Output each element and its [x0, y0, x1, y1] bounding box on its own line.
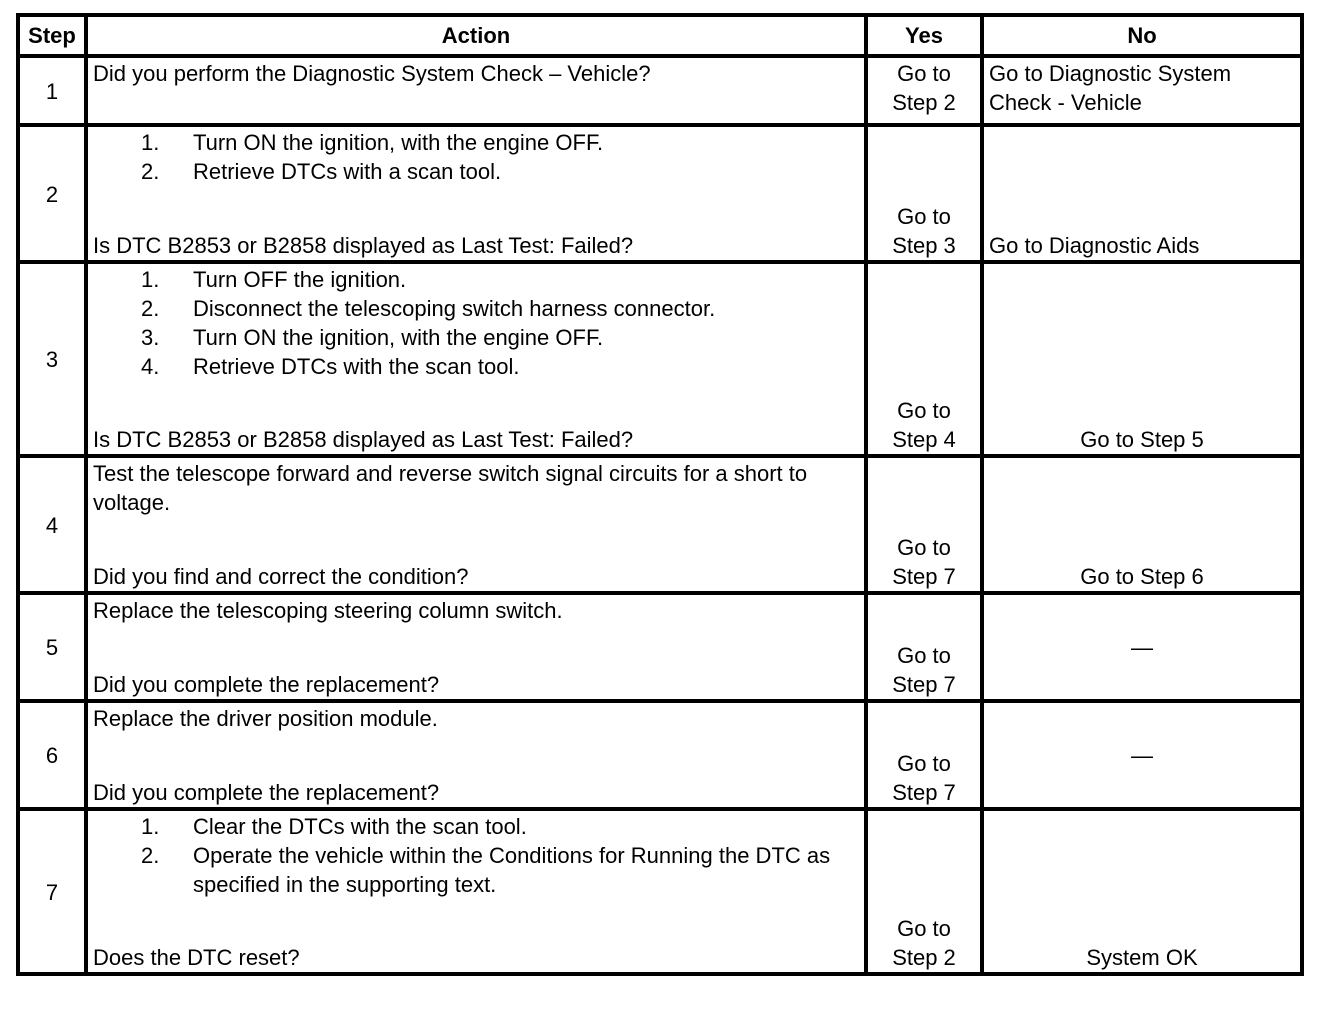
- action-cell: [86, 56, 866, 125]
- list-item: 2. Disconnect the telescoping switch harness connector.: [141, 296, 716, 321]
- yes-line-2: Step 7: [892, 780, 956, 805]
- yes-cell: [866, 701, 982, 809]
- table-row: [18, 456, 1302, 593]
- header-step: Step: [18, 15, 86, 56]
- action-intro: Replace the driver position module.: [93, 706, 438, 731]
- yes-cell: [866, 593, 982, 701]
- header-yes: Yes: [866, 15, 982, 56]
- yes-cell: [866, 56, 982, 125]
- action-steps-list: [93, 265, 859, 381]
- yes-line-2: Step 4: [892, 427, 956, 452]
- step-number: 6: [18, 701, 86, 809]
- step-number: 5: [18, 593, 86, 701]
- yes-line-1: Go to: [897, 535, 951, 560]
- yes-line-2: Step 2: [892, 90, 956, 115]
- action-question: Does the DTC reset?: [93, 945, 300, 970]
- action-question: Did you find and correct the condition?: [93, 564, 469, 589]
- no-cell: —: [982, 593, 1302, 701]
- table-row: [18, 809, 1302, 974]
- table-row: [18, 262, 1302, 456]
- step-number: 1: [18, 56, 86, 125]
- yes-line-2: Step 7: [892, 564, 956, 589]
- table-row: [18, 56, 1302, 125]
- no-cell: System OK: [982, 809, 1302, 974]
- step-number: 4: [18, 456, 86, 593]
- action-intro: Replace the telescoping steering column switch.: [93, 598, 563, 623]
- action-question: Is DTC B2853 or B2858 displayed as Last Test: Failed?: [93, 427, 634, 452]
- action-intro: Test the telescope forward and reverse switch signal circuits for a short to voltage.: [93, 461, 808, 515]
- no-cell: Go to Diagnostic Aids: [982, 125, 1302, 262]
- yes-line-2: Step 3: [892, 233, 956, 258]
- list-item: 1. Turn ON the ignition, with the engine OFF.: [141, 130, 604, 155]
- step-number: 7: [18, 809, 86, 974]
- table-row: [18, 125, 1302, 262]
- action-steps-list: [93, 812, 859, 899]
- yes-cell: [866, 262, 982, 456]
- action-question: Is DTC B2853 or B2858 displayed as Last Test: Failed?: [93, 233, 634, 258]
- list-item: 2. Retrieve DTCs with a scan tool.: [141, 159, 502, 184]
- list-item: 3. Turn ON the ignition, with the engine OFF.: [141, 325, 604, 350]
- action-cell: [86, 456, 866, 593]
- action-question: Did you complete the replacement?: [93, 780, 440, 805]
- action-cell: [86, 701, 866, 809]
- no-cell: —: [982, 701, 1302, 809]
- no-cell: Go to Diagnostic System Check - Vehicle: [982, 56, 1302, 125]
- header-no: No: [982, 15, 1302, 56]
- table-row: [18, 701, 1302, 809]
- yes-cell: [866, 456, 982, 593]
- action-question: Did you perform the Diagnostic System Check – Vehicle?: [93, 61, 651, 86]
- yes-line-1: Go to: [897, 61, 951, 86]
- yes-line-1: Go to: [897, 643, 951, 668]
- diagnostic-table: [16, 13, 1304, 976]
- action-cell: [86, 125, 866, 262]
- list-item: 1. Turn OFF the ignition.: [141, 267, 407, 292]
- yes-line-1: Go to: [897, 751, 951, 776]
- table-row: [18, 593, 1302, 701]
- yes-line-1: Go to: [897, 204, 951, 229]
- list-item: 4. Retrieve DTCs with the scan tool.: [141, 354, 520, 379]
- yes-cell: [866, 125, 982, 262]
- step-number: 3: [18, 262, 86, 456]
- no-cell: Go to Step 5: [982, 262, 1302, 456]
- yes-line-2: Step 2: [892, 945, 956, 970]
- header-action: Action: [86, 15, 866, 56]
- action-question: Did you complete the replacement?: [93, 672, 440, 697]
- no-cell: Go to Step 6: [982, 456, 1302, 593]
- yes-line-1: Go to: [897, 916, 951, 941]
- list-item: 1. Clear the DTCs with the scan tool.: [141, 814, 527, 839]
- action-steps-list: [93, 128, 859, 186]
- header-row: [18, 15, 1302, 56]
- action-cell: [86, 809, 866, 974]
- yes-line-2: Step 7: [892, 672, 956, 697]
- yes-line-1: Go to: [897, 398, 951, 423]
- list-item: 2. Operate the vehicle within the Conditions for Running the DTC as specified in the supporting text.: [141, 843, 831, 897]
- action-cell: [86, 262, 866, 456]
- yes-cell: [866, 809, 982, 974]
- action-cell: [86, 593, 866, 701]
- step-number: 2: [18, 125, 86, 262]
